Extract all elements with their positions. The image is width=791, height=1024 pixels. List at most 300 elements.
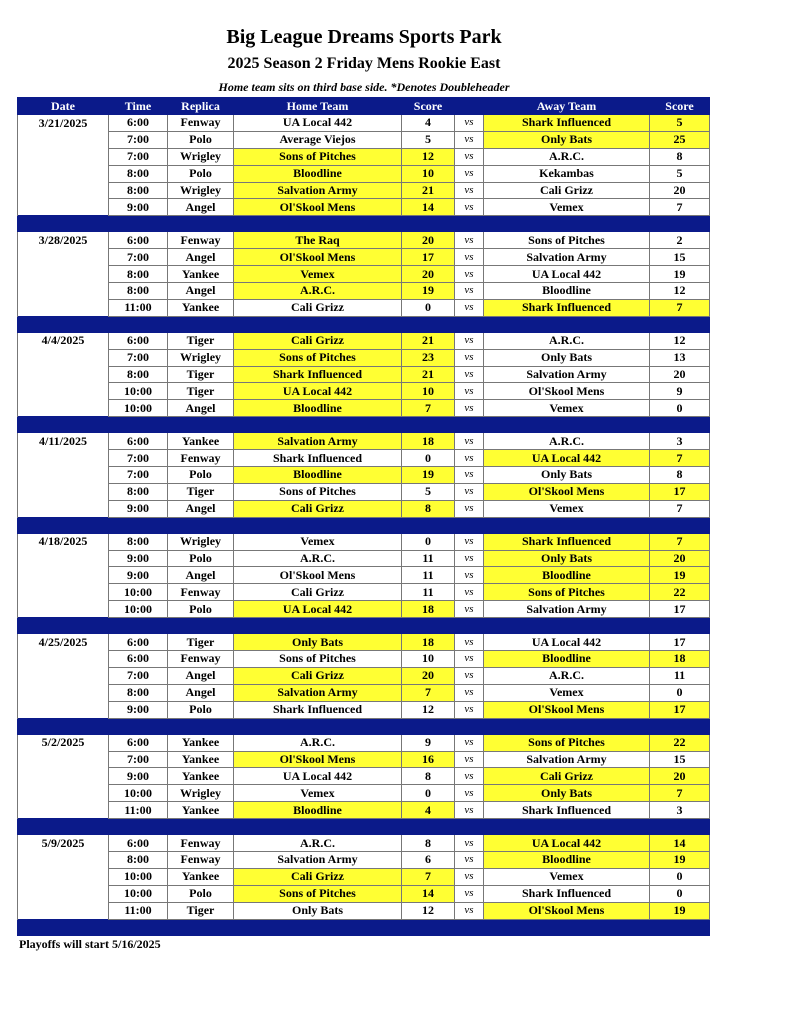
separator-cell (168, 919, 234, 935)
home-team-cell: A.R.C. (234, 835, 402, 852)
home-score-cell: 0 (402, 299, 455, 316)
away-team-cell: UA Local 442 (484, 450, 650, 467)
vs-cell: vs (455, 349, 484, 366)
field-cell: Fenway (168, 851, 234, 868)
time-cell: 7:00 (109, 667, 168, 684)
time-cell: 8:00 (109, 182, 168, 199)
col-header-away-score: Score (650, 98, 710, 115)
vs-cell: vs (455, 835, 484, 852)
away-score-cell: 3 (650, 802, 710, 819)
separator-cell (484, 517, 650, 533)
away-team-cell: A.R.C. (484, 433, 650, 450)
away-team-cell: Kekambas (484, 165, 650, 182)
away-team-cell: Vemex (484, 684, 650, 701)
field-cell: Fenway (168, 584, 234, 601)
home-score-cell: 12 (402, 902, 455, 919)
away-score-cell: 20 (650, 550, 710, 567)
separator-cell (402, 919, 455, 935)
date-cell (18, 299, 109, 316)
field-cell: Polo (168, 550, 234, 567)
away-score-cell: 5 (650, 165, 710, 182)
separator-cell (168, 718, 234, 734)
separator-cell (484, 316, 650, 332)
away-team-cell: Vemex (484, 199, 650, 216)
table-row (18, 249, 710, 266)
time-cell: 10:00 (109, 400, 168, 417)
away-score-cell: 11 (650, 667, 710, 684)
field-cell: Fenway (168, 835, 234, 852)
field-cell: Tiger (168, 383, 234, 400)
separator-cell (455, 216, 484, 232)
field-cell: Yankee (168, 802, 234, 819)
home-score-cell: 21 (402, 332, 455, 349)
time-cell: 8:00 (109, 165, 168, 182)
table-row (18, 701, 710, 718)
vs-cell: vs (455, 601, 484, 618)
vs-cell: vs (455, 533, 484, 550)
table-row (18, 165, 710, 182)
date-cell (18, 249, 109, 266)
separator-cell (650, 316, 710, 332)
separator-cell (18, 417, 109, 433)
field-cell: Angel (168, 684, 234, 701)
home-score-cell: 18 (402, 601, 455, 618)
vs-cell: vs (455, 299, 484, 316)
field-cell: Yankee (168, 433, 234, 450)
home-score-cell: 0 (402, 785, 455, 802)
table-row (18, 768, 710, 785)
away-score-cell: 17 (650, 634, 710, 651)
vs-cell: vs (455, 500, 484, 517)
away-team-cell: Ol'Skool Mens (484, 902, 650, 919)
home-team-cell: Shark Influenced (234, 450, 402, 467)
table-row (18, 851, 710, 868)
away-team-cell: UA Local 442 (484, 266, 650, 283)
time-cell: 8:00 (109, 851, 168, 868)
date-cell (18, 802, 109, 819)
separator-cell (18, 316, 109, 332)
time-cell: 8:00 (109, 533, 168, 550)
home-score-cell: 20 (402, 232, 455, 249)
date-cell: 5/9/2025 (18, 835, 109, 852)
table-row (18, 902, 710, 919)
away-score-cell: 19 (650, 567, 710, 584)
vs-cell: vs (455, 802, 484, 819)
date-cell (18, 902, 109, 919)
home-team-cell: Only Bats (234, 902, 402, 919)
table-row (18, 651, 710, 668)
date-cell: 4/4/2025 (18, 332, 109, 349)
home-score-cell: 12 (402, 148, 455, 165)
separator-cell (402, 718, 455, 734)
away-score-cell: 15 (650, 249, 710, 266)
separator-cell (234, 718, 402, 734)
vs-cell: vs (455, 232, 484, 249)
away-score-cell: 0 (650, 400, 710, 417)
home-score-cell: 4 (402, 802, 455, 819)
home-team-cell: Bloodline (234, 400, 402, 417)
table-row (18, 751, 710, 768)
home-score-cell: 21 (402, 366, 455, 383)
home-score-cell: 4 (402, 115, 455, 132)
home-team-cell: Cali Grizz (234, 500, 402, 517)
separator-cell (109, 718, 168, 734)
separator-cell (168, 819, 234, 835)
table-row (18, 199, 710, 216)
away-score-cell: 7 (650, 785, 710, 802)
table-row (18, 349, 710, 366)
date-cell (18, 851, 109, 868)
away-team-cell: Ol'Skool Mens (484, 483, 650, 500)
time-cell: 8:00 (109, 684, 168, 701)
separator-cell (402, 517, 455, 533)
table-row (18, 182, 710, 199)
date-cell (18, 701, 109, 718)
vs-cell: vs (455, 450, 484, 467)
field-cell: Polo (168, 467, 234, 484)
away-team-cell: Vemex (484, 500, 650, 517)
time-cell: 7:00 (109, 148, 168, 165)
time-cell: 9:00 (109, 550, 168, 567)
table-row (18, 450, 710, 467)
home-team-cell: UA Local 442 (234, 383, 402, 400)
field-cell: Angel (168, 400, 234, 417)
table-row (18, 584, 710, 601)
away-team-cell: Bloodline (484, 567, 650, 584)
home-team-cell: Vemex (234, 266, 402, 283)
time-cell: 9:00 (109, 500, 168, 517)
separator-cell (650, 417, 710, 433)
vs-cell: vs (455, 868, 484, 885)
away-team-cell: UA Local 442 (484, 634, 650, 651)
separator-cell (168, 316, 234, 332)
vs-cell: vs (455, 567, 484, 584)
home-team-cell: Bloodline (234, 467, 402, 484)
vs-cell: vs (455, 851, 484, 868)
away-team-cell: Only Bats (484, 131, 650, 148)
separator-cell (18, 919, 109, 935)
separator-cell (402, 417, 455, 433)
vs-cell: vs (455, 165, 484, 182)
field-cell: Yankee (168, 751, 234, 768)
separator-cell (234, 919, 402, 935)
time-cell: 11:00 (109, 299, 168, 316)
field-cell: Polo (168, 601, 234, 618)
vs-cell: vs (455, 684, 484, 701)
date-cell (18, 349, 109, 366)
table-row (18, 567, 710, 584)
separator-cell (455, 417, 484, 433)
vs-cell: vs (455, 701, 484, 718)
field-cell: Polo (168, 165, 234, 182)
home-team-cell: Cali Grizz (234, 667, 402, 684)
away-score-cell: 0 (650, 684, 710, 701)
away-score-cell: 14 (650, 835, 710, 852)
separator-cell (168, 216, 234, 232)
field-cell: Wrigley (168, 182, 234, 199)
home-score-cell: 12 (402, 701, 455, 718)
separator-cell (484, 216, 650, 232)
away-team-cell: Sons of Pitches (484, 734, 650, 751)
field-cell: Polo (168, 131, 234, 148)
time-cell: 6:00 (109, 835, 168, 852)
field-cell: Fenway (168, 450, 234, 467)
table-row (18, 885, 710, 902)
separator-cell (650, 517, 710, 533)
field-cell: Fenway (168, 115, 234, 132)
home-score-cell: 18 (402, 634, 455, 651)
home-team-cell: Salvation Army (234, 851, 402, 868)
time-cell: 11:00 (109, 902, 168, 919)
home-team-cell: Sons of Pitches (234, 349, 402, 366)
home-team-cell: Salvation Army (234, 182, 402, 199)
week-separator (18, 718, 710, 734)
table-row (18, 802, 710, 819)
vs-cell: vs (455, 283, 484, 300)
home-team-cell: Shark Influenced (234, 366, 402, 383)
home-team-cell: Sons of Pitches (234, 651, 402, 668)
table-row (18, 115, 710, 132)
home-team-cell: Cali Grizz (234, 868, 402, 885)
date-cell (18, 885, 109, 902)
table-header-row (18, 98, 710, 115)
time-cell: 7:00 (109, 249, 168, 266)
table-row (18, 785, 710, 802)
vs-cell: vs (455, 651, 484, 668)
away-team-cell: Cali Grizz (484, 768, 650, 785)
away-team-cell: Only Bats (484, 550, 650, 567)
time-cell: 10:00 (109, 885, 168, 902)
home-team-cell: The Raq (234, 232, 402, 249)
away-team-cell: Shark Influenced (484, 802, 650, 819)
field-cell: Tiger (168, 332, 234, 349)
date-cell (18, 366, 109, 383)
home-score-cell: 8 (402, 500, 455, 517)
vs-cell: vs (455, 768, 484, 785)
time-cell: 8:00 (109, 266, 168, 283)
home-score-cell: 7 (402, 868, 455, 885)
page-title: Big League Dreams Sports Park (226, 26, 502, 48)
vs-cell: vs (455, 751, 484, 768)
time-cell: 7:00 (109, 467, 168, 484)
home-score-cell: 19 (402, 467, 455, 484)
separator-cell (484, 718, 650, 734)
field-cell: Yankee (168, 299, 234, 316)
separator-cell (234, 517, 402, 533)
home-score-cell: 11 (402, 567, 455, 584)
col-header-home-score: Score (402, 98, 455, 115)
away-score-cell: 19 (650, 902, 710, 919)
time-cell: 10:00 (109, 785, 168, 802)
separator-cell (402, 819, 455, 835)
table-row (18, 366, 710, 383)
vs-cell: vs (455, 115, 484, 132)
separator-cell (650, 216, 710, 232)
home-team-cell: UA Local 442 (234, 601, 402, 618)
field-cell: Angel (168, 500, 234, 517)
date-cell: 4/25/2025 (18, 634, 109, 651)
time-cell: 6:00 (109, 115, 168, 132)
time-cell: 9:00 (109, 768, 168, 785)
table-row (18, 734, 710, 751)
away-team-cell: Shark Influenced (484, 115, 650, 132)
away-score-cell: 17 (650, 701, 710, 718)
away-score-cell: 2 (650, 232, 710, 249)
table-row (18, 835, 710, 852)
date-cell (18, 785, 109, 802)
home-team-cell: Bloodline (234, 165, 402, 182)
date-cell (18, 601, 109, 618)
date-cell (18, 266, 109, 283)
home-score-cell: 20 (402, 667, 455, 684)
field-cell: Fenway (168, 232, 234, 249)
week-separator (18, 216, 710, 232)
vs-cell: vs (455, 249, 484, 266)
week-separator (18, 517, 710, 533)
date-cell (18, 868, 109, 885)
away-team-cell: Sons of Pitches (484, 584, 650, 601)
home-score-cell: 0 (402, 533, 455, 550)
vs-cell: vs (455, 199, 484, 216)
home-score-cell: 6 (402, 851, 455, 868)
field-cell: Tiger (168, 902, 234, 919)
date-cell (18, 450, 109, 467)
table-row (18, 332, 710, 349)
table-row (18, 483, 710, 500)
col-header-date: Date (18, 98, 109, 115)
table-row (18, 533, 710, 550)
date-cell (18, 383, 109, 400)
separator-cell (234, 618, 402, 634)
date-cell (18, 550, 109, 567)
away-score-cell: 17 (650, 483, 710, 500)
table-row (18, 868, 710, 885)
col-header-home-team: Home Team (234, 98, 402, 115)
home-score-cell: 14 (402, 199, 455, 216)
time-cell: 6:00 (109, 433, 168, 450)
time-cell: 9:00 (109, 567, 168, 584)
separator-cell (109, 216, 168, 232)
home-score-cell: 5 (402, 483, 455, 500)
field-cell: Tiger (168, 483, 234, 500)
away-score-cell: 15 (650, 751, 710, 768)
table-row (18, 467, 710, 484)
home-team-cell: Cali Grizz (234, 299, 402, 316)
week-separator (18, 919, 710, 935)
vs-cell: vs (455, 433, 484, 450)
date-cell (18, 131, 109, 148)
date-cell (18, 684, 109, 701)
field-cell: Fenway (168, 651, 234, 668)
table-row (18, 266, 710, 283)
time-cell: 9:00 (109, 199, 168, 216)
separator-cell (18, 618, 109, 634)
table-row (18, 299, 710, 316)
week-separator (18, 316, 710, 332)
away-team-cell: Salvation Army (484, 249, 650, 266)
vs-cell: vs (455, 383, 484, 400)
separator-cell (455, 819, 484, 835)
home-score-cell: 18 (402, 433, 455, 450)
date-cell (18, 567, 109, 584)
away-score-cell: 19 (650, 851, 710, 868)
field-cell: Angel (168, 249, 234, 266)
field-cell: Tiger (168, 634, 234, 651)
home-score-cell: 14 (402, 885, 455, 902)
vs-cell: vs (455, 667, 484, 684)
vs-cell: vs (455, 332, 484, 349)
away-team-cell: Salvation Army (484, 601, 650, 618)
home-score-cell: 21 (402, 182, 455, 199)
time-cell: 7:00 (109, 751, 168, 768)
home-score-cell: 8 (402, 835, 455, 852)
away-score-cell: 8 (650, 148, 710, 165)
away-team-cell: Bloodline (484, 283, 650, 300)
separator-cell (455, 618, 484, 634)
away-score-cell: 20 (650, 366, 710, 383)
page-subtitle: 2025 Season 2 Friday Mens Rookie East (227, 55, 501, 72)
away-team-cell: A.R.C. (484, 148, 650, 165)
away-team-cell: Salvation Army (484, 366, 650, 383)
col-header-vs (455, 98, 484, 115)
away-score-cell: 25 (650, 131, 710, 148)
separator-cell (650, 618, 710, 634)
home-score-cell: 8 (402, 768, 455, 785)
away-score-cell: 20 (650, 182, 710, 199)
vs-cell: vs (455, 634, 484, 651)
away-score-cell: 19 (650, 266, 710, 283)
away-team-cell: Sons of Pitches (484, 232, 650, 249)
time-cell: 7:00 (109, 450, 168, 467)
schedule-note: Home team sits on third base side. *Denotes Doubleheader (218, 80, 510, 94)
away-score-cell: 12 (650, 332, 710, 349)
home-score-cell: 0 (402, 450, 455, 467)
separator-cell (168, 417, 234, 433)
field-cell: Wrigley (168, 533, 234, 550)
table-row (18, 667, 710, 684)
separator-cell (234, 819, 402, 835)
home-team-cell: Ol'Skool Mens (234, 249, 402, 266)
vs-cell: vs (455, 785, 484, 802)
away-score-cell: 3 (650, 433, 710, 450)
date-cell (18, 651, 109, 668)
time-cell: 6:00 (109, 232, 168, 249)
away-score-cell: 9 (650, 383, 710, 400)
away-score-cell: 18 (650, 651, 710, 668)
playoffs-note: Playoffs will start 5/16/2025 (19, 937, 161, 951)
away-score-cell: 22 (650, 584, 710, 601)
away-team-cell: Ol'Skool Mens (484, 701, 650, 718)
home-team-cell: UA Local 442 (234, 115, 402, 132)
home-team-cell: Sons of Pitches (234, 148, 402, 165)
away-team-cell: Cali Grizz (484, 182, 650, 199)
away-team-cell: Ol'Skool Mens (484, 383, 650, 400)
away-score-cell: 7 (650, 533, 710, 550)
table-row (18, 283, 710, 300)
away-team-cell: Bloodline (484, 651, 650, 668)
home-team-cell: UA Local 442 (234, 768, 402, 785)
home-team-cell: Vemex (234, 785, 402, 802)
vs-cell: vs (455, 584, 484, 601)
time-cell: 7:00 (109, 131, 168, 148)
vs-cell: vs (455, 131, 484, 148)
home-team-cell: Cali Grizz (234, 332, 402, 349)
home-team-cell: Sons of Pitches (234, 885, 402, 902)
table-row (18, 500, 710, 517)
away-score-cell: 22 (650, 734, 710, 751)
date-cell (18, 751, 109, 768)
field-cell: Angel (168, 667, 234, 684)
